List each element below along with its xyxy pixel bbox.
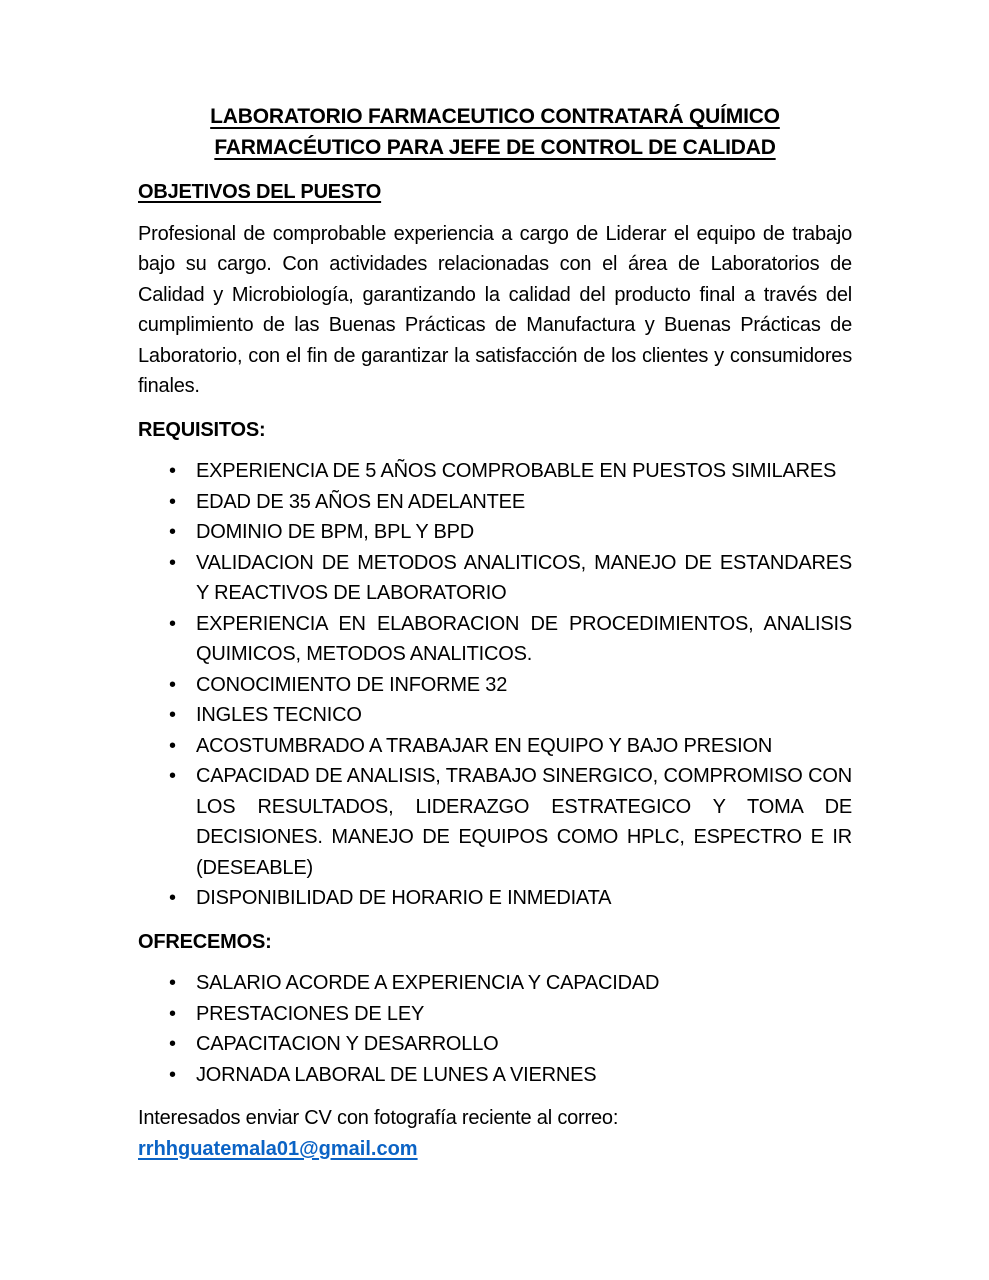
section-heading-objetivos <box>138 177 852 208</box>
contact-instruction: Interesados enviar CV con fotografía reciente al correo: <box>138 1107 619 1129</box>
requisitos-list <box>138 456 852 914</box>
requisitos-item: • EDAD DE 35 AÑOS EN ADELANTEE <box>196 487 852 518</box>
ofrecemos-item: • JORNADA LABORAL DE LUNES A VIERNES <box>196 1060 852 1091</box>
ofrecemos-item: • SALARIO ACORDE A EXPERIENCIA Y CAPACIDAD <box>196 968 852 999</box>
document-title <box>138 101 852 163</box>
document-title-text: LABORATORIO FARMACEUTICO CONTRATARÁ QUÍMICO FARMACÉUTICO PARA JEFE DE CONTROL DE CALIDAD <box>210 105 780 159</box>
requisitos-item: • ACOSTUMBRADO A TRABAJAR EN EQUIPO Y BAJO PRESION <box>196 731 852 762</box>
section-heading-requisitos: REQUISITOS: <box>138 418 266 441</box>
section-heading-ofrecemos: OFRECEMOS: <box>138 930 272 953</box>
requisitos-item: • EXPERIENCIA DE 5 AÑOS COMPROBABLE EN PUESTOS SIMILARES <box>196 456 852 487</box>
requisitos-item: • DISPONIBILIDAD DE HORARIO E INMEDIATA <box>196 883 852 914</box>
requisitos-item: • DOMINIO DE BPM, BPL Y BPD <box>196 517 852 548</box>
ofrecemos-item: • CAPACITACION Y DESARROLLO <box>196 1029 852 1060</box>
requisitos-item: • EXPERIENCIA EN ELABORACION DE PROCEDIMIENTOS, ANALISIS QUIMICOS, METODOS ANALITICOS. <box>196 609 852 670</box>
contact-email-link[interactable]: rrhhguatemala01@gmail.com <box>138 1137 418 1160</box>
objetivos-paragraph: Profesional de comprobable experiencia a cargo de Liderar el equipo de trabajo bajo su cargo. Con actividades relacionadas con el área de Laboratorios de Calidad y Microbiología, garantizando la calidad del producto final a través del cumplimiento de las Buenas Prácticas de Manufactura y Buenas Prácticas de Laboratorio, con el fin de garantizar la satisfacción de los clientes y consumidores finales. <box>138 222 852 397</box>
ofrecemos-item: • PRESTACIONES DE LEY <box>196 999 852 1030</box>
requisitos-item: • INGLES TECNICO <box>196 700 852 731</box>
requisitos-item: • CAPACIDAD DE ANALISIS, TRABAJO SINERGICO, COMPROMISO CON LOS RESULTADOS, LIDERAZGO ESTRATEGICO Y TOMA DE DECISIONES. MANEJO DE EQUIPOS COMO HPLC, ESPECTRO E IR (DESEABLE) <box>196 761 852 883</box>
requisitos-item: • VALIDACION DE METODOS ANALITICOS, MANEJO DE ESTANDARES Y REACTIVOS DE LABORATORIO <box>196 548 852 609</box>
requisitos-item: • CONOCIMIENTO DE INFORME 32 <box>196 670 852 701</box>
ofrecemos-list <box>138 968 852 1090</box>
section-heading-objetivos-text: OBJETIVOS DEL PUESTO <box>138 181 382 203</box>
